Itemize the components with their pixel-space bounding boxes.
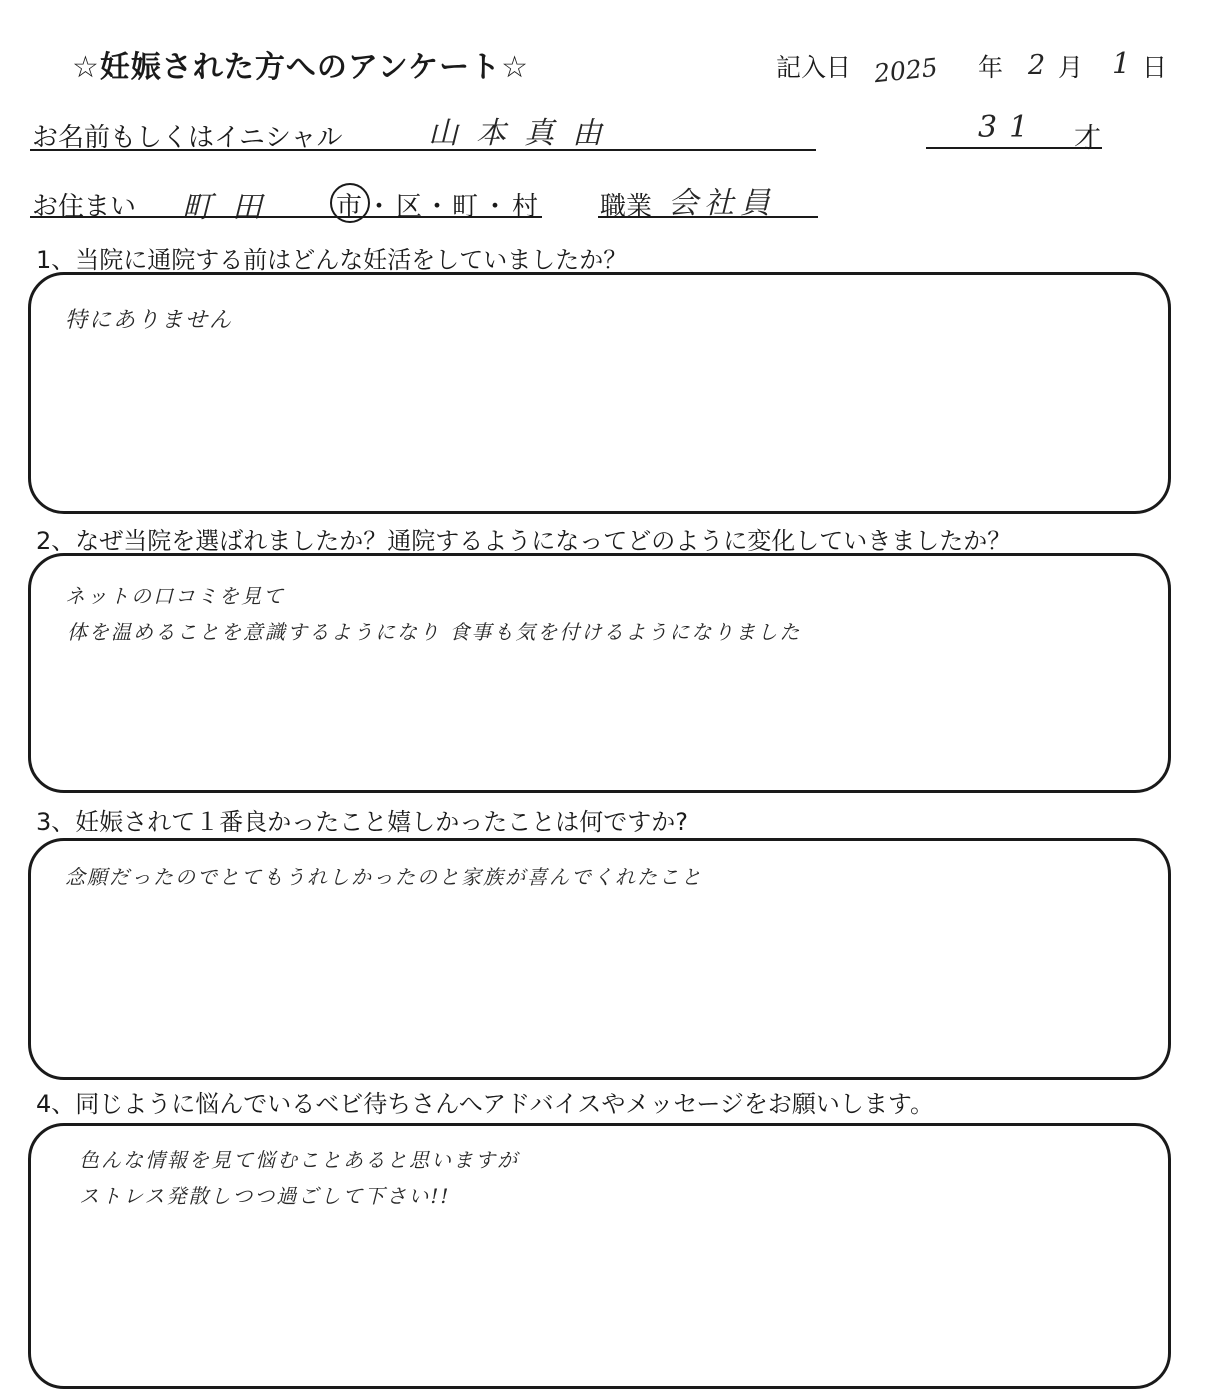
answer-box-1 xyxy=(28,272,1171,514)
address-option-ward: 区 xyxy=(396,192,423,222)
address-option-city: 市 xyxy=(336,192,363,222)
answer-3-line-1: 念願だったのでとてもうれしかったのと家族が喜んでくれたこと xyxy=(65,865,703,889)
address-label: お住まい xyxy=(32,192,137,222)
address-separator: ・ xyxy=(366,192,393,222)
age-value: 31 xyxy=(978,110,1041,145)
answer-4-line-2: ストレス発散しつつ過ごして下さい!! xyxy=(79,1184,451,1208)
date-month-value: 2 xyxy=(1028,50,1046,81)
answer-box-3 xyxy=(28,838,1171,1080)
address-separator: ・ xyxy=(482,192,509,222)
age-underline xyxy=(926,147,1102,149)
page-title: ☆妊娠された方へのアンケート☆ xyxy=(72,50,529,85)
question-2-label: 2、なぜ当院を選ばれましたか？通院するようになってどのように変化していきましたか？ xyxy=(36,527,1012,555)
occupation-value: 会社員 xyxy=(668,186,776,221)
question-1-label: 1、当院に通院する前はどんな妊活をしていましたか？ xyxy=(36,246,628,274)
date-month-unit: 月 xyxy=(1058,53,1084,82)
question-4-label: 4、同じように悩んでいるベビ待ちさんへアドバイスやメッセージをお願いします。 xyxy=(36,1090,934,1118)
date-day-value: 1 xyxy=(1112,46,1131,80)
date-label: 記入日 xyxy=(776,53,852,82)
date-year-value: 2025 xyxy=(872,52,939,89)
name-value: 山本真由 xyxy=(428,116,620,151)
address-separator: ・ xyxy=(424,192,451,222)
age-unit: 才 xyxy=(1074,123,1101,154)
address-option-town: 町 xyxy=(452,192,479,222)
date-year-unit: 年 xyxy=(978,53,1004,82)
answer-2-line-2: 体を温めることを意識するようになり 食事も気を付けるようになりました xyxy=(67,620,802,644)
date-day-unit: 日 xyxy=(1142,53,1168,82)
name-label: お名前もしくはイニシャル xyxy=(32,123,343,153)
answer-box-2 xyxy=(28,553,1171,793)
answer-box-4 xyxy=(28,1123,1171,1389)
answer-1-line-1: 特にありません xyxy=(65,308,234,333)
address-value: 町田 xyxy=(182,190,282,225)
name-underline xyxy=(30,149,816,151)
answer-2-line-1: ネットの口コミを見て xyxy=(65,584,285,608)
address-underline xyxy=(30,216,542,218)
occupation-underline xyxy=(598,216,818,218)
address-option-village: 村 xyxy=(512,192,539,222)
occupation-label: 職業 xyxy=(600,192,653,222)
answer-4-line-1: 色んな情報を見て悩むことあると思いますが xyxy=(79,1148,519,1172)
question-3-label: 3、妊娠されて１番良かったこと嬉しかったことは何ですか? xyxy=(36,808,689,836)
